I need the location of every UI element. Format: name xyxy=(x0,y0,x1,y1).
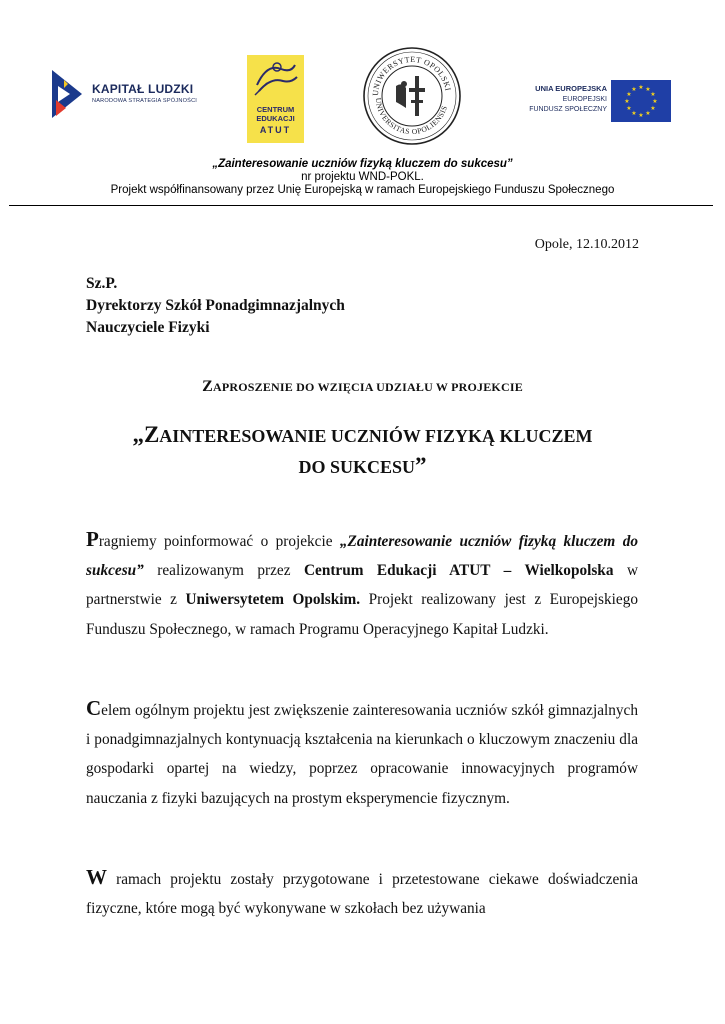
paragraph-goal xyxy=(86,694,638,813)
paragraph-initial: P xyxy=(86,527,99,551)
svg-text:★: ★ xyxy=(645,86,651,93)
header-divider xyxy=(9,205,713,206)
kapital-ludzki-icon xyxy=(52,70,88,118)
paragraph-text: ragniemy poinformować o projekcie xyxy=(98,533,340,550)
svg-text:★: ★ xyxy=(645,110,651,117)
partner-name: Uniwersytetem Opolskim. xyxy=(185,591,361,609)
title-line2: DO SUKCESU xyxy=(298,457,416,477)
paragraph-intro xyxy=(86,525,638,644)
recipients-block xyxy=(86,273,345,339)
centrum-line2: EDUKACJI xyxy=(256,114,295,123)
title-open-quote: „ xyxy=(132,422,144,447)
eu-line3: FUNDUSZ SPOŁECZNY xyxy=(529,106,607,113)
recipient-line: Sz.P. xyxy=(86,275,118,292)
paragraph-text: elem ogólnym projektu jest zwiększenie zainteresowania uczniów szkół gimnazjalnych i ponadgimnazjalnych kontynuacją kształcenia na kierunkach o kluczowym znaczeniu dla gospodarki opartej na wiedzy, poprzez opracowanie innowacyjnych programów nauczania z fizyki bazujących na prostym eksperymencie fizycznym. xyxy=(86,702,638,807)
paragraph-text: ramach projektu zostały przygotowane i przetestowane ciekawe doświadczenia fizyczne, które mogą być wykonywane w szkołach bez używania xyxy=(86,871,638,918)
kapital-ludzki-logo xyxy=(52,70,212,118)
svg-text:★: ★ xyxy=(638,112,644,119)
invitation-initial: Z xyxy=(202,378,213,395)
eu-line2: EUROPEJSKI xyxy=(562,96,607,103)
project-title-header: „Zainteresowanie uczniów fizyką kluczem do sukcesu” xyxy=(212,158,513,170)
project-number: nr projektu WND-POKL. xyxy=(301,171,424,183)
eu-logo xyxy=(515,80,675,125)
svg-text:★: ★ xyxy=(652,98,658,105)
recipient-line: Nauczyciele Fizyki xyxy=(86,319,210,336)
hands-icon xyxy=(247,55,304,103)
invitation-heading xyxy=(0,378,725,396)
paragraph-experiments xyxy=(86,863,638,923)
svg-text:★: ★ xyxy=(650,105,656,112)
paragraph-text: w partnerstwie z xyxy=(86,562,638,609)
paragraph-text: Projekt realizowany jest z Europejskiego Funduszu Społecznego, w ramach Programu Operacyjnego Kapitał Ludzki. xyxy=(86,591,638,638)
centrum-edukacji-atut-logo xyxy=(247,55,304,143)
invitation-rest: APROSZENIE DO WZIĘCIA UDZIAŁU W PROJEKCIE xyxy=(212,380,523,394)
kapital-ludzki-name: KAPITAŁ LUDZKI xyxy=(92,82,194,96)
university-seal-icon xyxy=(362,46,462,146)
cofinancing-note: Projekt współfinansowany przez Unię Europejską w ramach Europejskiego Funduszu Społecznego xyxy=(110,184,615,196)
svg-text:★: ★ xyxy=(626,91,632,98)
project-name-inline: „Zainteresowanie uczniów fizyką kluczem do sukcesu” xyxy=(86,533,638,580)
project-title xyxy=(0,420,725,482)
svg-text:★: ★ xyxy=(638,84,644,91)
recipient-line: Dyrektorzy Szkół Ponadgimnazjalnych xyxy=(86,297,345,314)
svg-text:★: ★ xyxy=(650,91,656,98)
university-seal xyxy=(362,46,462,146)
paragraph-initial: C xyxy=(86,696,102,720)
title-line1: AINTERESOWANIE UCZNIÓW FIZYKĄ KLUCZEM xyxy=(159,426,593,446)
paragraph-text: realizowanym przez xyxy=(143,562,304,580)
svg-text:★: ★ xyxy=(631,110,637,117)
eu-line1: UNIA EUROPEJSKA xyxy=(535,84,607,93)
centrum-line3: ATUT xyxy=(259,125,292,135)
centrum-line1: CENTRUM xyxy=(256,105,295,114)
paragraph-initial: W xyxy=(86,865,107,889)
title-initial: Z xyxy=(143,422,160,447)
seal-top-text: UNIWERSYTET OPOLSKI xyxy=(370,54,453,97)
letter-date: Opole, 12.10.2012 xyxy=(534,237,639,252)
svg-text:★: ★ xyxy=(631,86,637,93)
kapital-ludzki-tagline: NARODOWA STRATEGIA SPÓJNOŚCI xyxy=(92,98,198,104)
logo-bar xyxy=(0,50,725,160)
organizer-name: Centrum Edukacji ATUT – Wielkopolska xyxy=(303,562,614,580)
title-close-quote: ” xyxy=(415,453,427,478)
svg-text:★: ★ xyxy=(626,105,632,112)
svg-text:★: ★ xyxy=(624,98,630,105)
project-header xyxy=(0,158,725,197)
seal-bottom-text: UNIVERSITAS OPOLIENSIS xyxy=(373,97,450,137)
eu-flag-icon xyxy=(611,80,671,122)
